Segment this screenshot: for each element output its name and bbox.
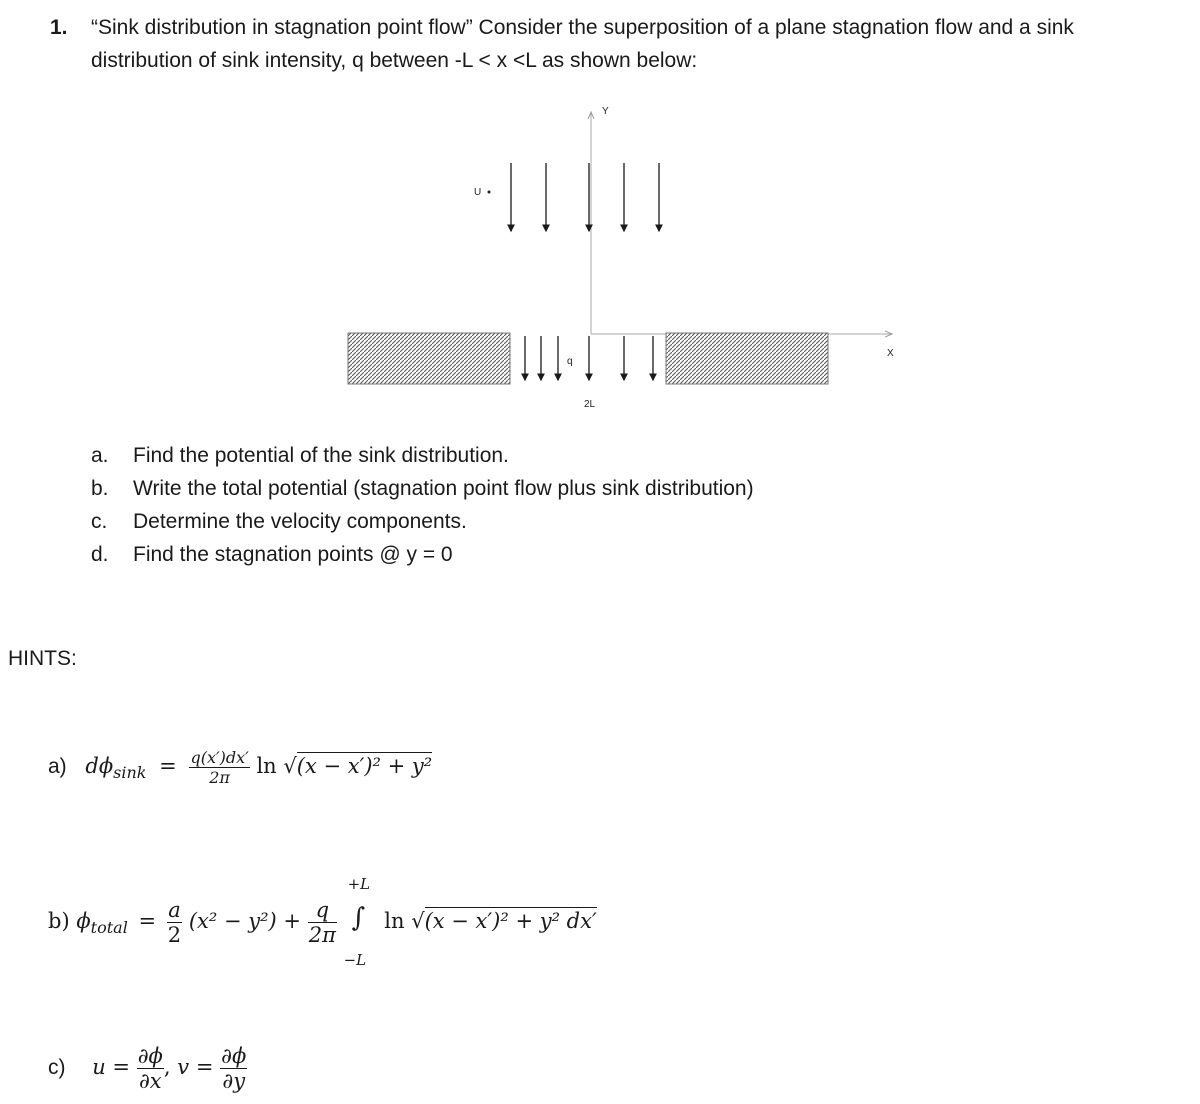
task-label: d. <box>91 543 109 566</box>
hint-a-num: q(x′)dx′ <box>190 748 249 767</box>
hints-title: HINTS: <box>8 647 77 670</box>
hint-c-eq2: = <box>195 1055 214 1079</box>
hint-b-frac2-den: 2π <box>308 923 336 947</box>
sink-arrows <box>525 336 653 380</box>
hint-c-num1: ∂ϕ <box>137 1044 163 1068</box>
hint-a-eq: = <box>159 754 177 778</box>
hint-a-radicand: (x − x′)² + y² <box>296 754 433 778</box>
hint-a-d: d <box>85 754 99 778</box>
hint-a-label: a) <box>48 755 67 778</box>
task-d <box>91 543 891 571</box>
task-a <box>91 444 891 472</box>
problem-line-2: distribution of sink intensity, q between -L < x <L as shown below: <box>91 49 698 72</box>
hint-c-u: u <box>92 1055 106 1079</box>
task-text: Write the total potential (stagnation point flow plus sink distribution) <box>133 477 754 500</box>
hint-b-frac2-num: q <box>315 898 330 922</box>
task-text: Find the stagnation points @ y = 0 <box>133 543 453 566</box>
hint-c-den1: ∂x <box>137 1068 164 1093</box>
hint-b-frac1-num: a <box>168 898 181 922</box>
task-label: c. <box>91 510 108 533</box>
right-wall <box>666 333 828 384</box>
hint-a-den: 2π <box>189 767 249 787</box>
hint-b-label: b) <box>48 909 70 933</box>
hint-c-v: v <box>177 1055 190 1079</box>
hint-a-phi: ϕ <box>98 754 114 778</box>
free-stream-arrows <box>511 163 659 231</box>
hint-a-sub: sink <box>113 763 147 783</box>
free-stream-dot <box>488 191 491 194</box>
hint-b-sub: total <box>90 918 128 938</box>
y-axis-label: Y <box>602 106 609 117</box>
hint-a-ln: ln <box>256 754 277 778</box>
hint-b-equation <box>48 874 597 969</box>
task-label: b. <box>91 477 109 500</box>
hint-b-lower: −L <box>343 950 367 969</box>
hint-b-eq: = <box>138 909 157 933</box>
x-axis-label: X <box>887 348 894 359</box>
task-text: Determine the velocity components. <box>133 510 467 533</box>
flow-diagram <box>0 0 1200 440</box>
hint-a-equation <box>48 748 432 787</box>
sink-label: q <box>567 356 573 367</box>
task-c <box>91 510 891 538</box>
hint-b-term1: (x² − y²) + <box>188 909 302 933</box>
hint-b-phi: ϕ <box>76 909 91 933</box>
length-label: 2L <box>584 399 596 410</box>
sqrt-sign: √ <box>411 909 425 933</box>
hint-b-frac1-den: 2 <box>167 923 182 947</box>
left-wall <box>348 333 510 384</box>
hint-b-integral: ∫ <box>351 902 366 933</box>
hint-c-den2: ∂y <box>220 1068 247 1093</box>
hint-b-radicand: (x − x′)² + y² dx′ <box>424 909 597 933</box>
problem-line-1: “Sink distribution in stagnation point flow” Consider the superposition of a plane stagnation flow and a sink <box>91 16 1074 39</box>
hint-c-equation <box>48 1044 247 1093</box>
task-b <box>91 477 891 505</box>
hint-c-eq1: = <box>112 1055 131 1079</box>
hint-b-ln: ln <box>384 909 405 933</box>
hint-c-num2: ∂ϕ <box>221 1044 247 1068</box>
hint-c-label: c) <box>48 1056 66 1079</box>
problem-number: 1. <box>50 16 68 39</box>
hint-c-comma: , <box>163 1055 171 1079</box>
task-label: a. <box>91 444 109 467</box>
free-stream-label: U <box>474 187 482 198</box>
hint-b-upper: +L <box>347 874 371 893</box>
task-text: Find the potential of the sink distribution. <box>133 444 509 467</box>
sqrt-sign: √ <box>283 754 297 778</box>
